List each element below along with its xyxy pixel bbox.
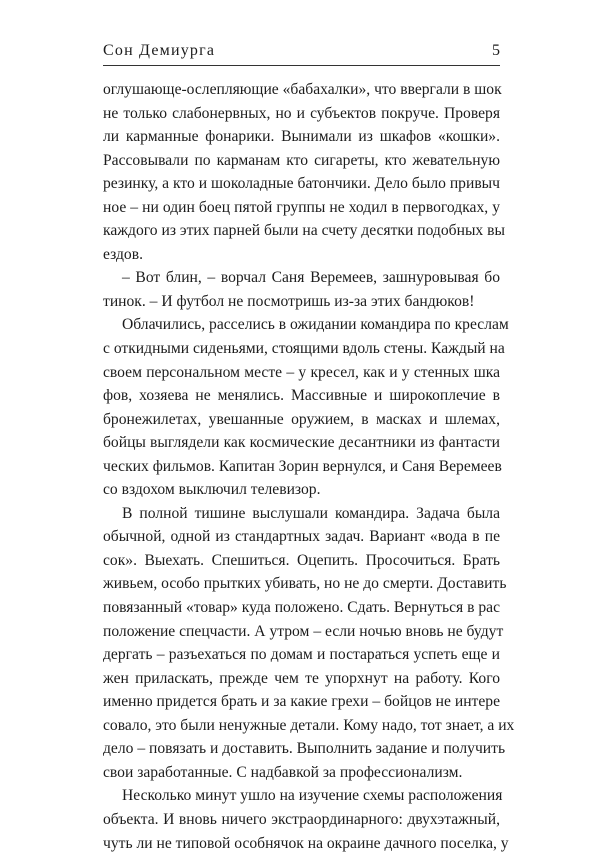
- text-line: ли карманные фонарики. Вынимали из шкафов «кошки».: [103, 125, 500, 149]
- text-line: ное – ни один боец пятой группы не ходил в первогодках, у: [103, 196, 500, 220]
- text-line: ческих фильмов. Капитан Зорин вернулся, и Саня Веремеев: [103, 455, 500, 479]
- text-line: фов, хозяева не менялись. Массивные и широкоплечие в: [103, 384, 500, 408]
- text-line: повязанный «товар» куда положено. Сдать. Вернуться в рас: [103, 596, 500, 620]
- text-line: В полной тишине выслушали командира. Задача была: [103, 502, 500, 526]
- text-line: чуть ли не типовой особнячок на окраине дачного поселка, у: [103, 832, 500, 855]
- text-line: сок». Выехать. Спешиться. Оцепить. Просочиться. Брать: [103, 549, 500, 573]
- text-line: тинок. – И футбол не посмотришь из-за этих бандюков!: [103, 290, 500, 314]
- text-line: объекта. И вновь ничего экстраординарного: двухэтажный,: [103, 808, 500, 832]
- text-line: оглушающе-ослепляющие «бабахалки», что ввергали в шок: [103, 78, 500, 102]
- text-line: свои заработанные. С надбавкой за профессионализм.: [103, 761, 500, 785]
- text-line: своем персональном месте – у кресел, как и у стенных шка: [103, 361, 500, 385]
- running-title: Сон Демиурга: [103, 42, 215, 60]
- body-text: [103, 78, 500, 855]
- text-line: со вздохом выключил телевизор.: [103, 478, 500, 502]
- text-line: положение спецчасти. А утром – если ночью вновь не будут: [103, 620, 500, 644]
- page-number: 5: [492, 42, 500, 60]
- text-line: бойцы выглядели как космические десантники из фантасти: [103, 431, 500, 455]
- running-header: [103, 42, 500, 66]
- text-line: совало, это были ненужные детали. Кому надо, тот знает, а их: [103, 714, 500, 738]
- text-line: резинку, а кто и шоколадные батончики. Дело было привыч: [103, 172, 500, 196]
- text-line: дергать – разъехаться по домам и постараться успеть еще и: [103, 643, 500, 667]
- text-line: именно придется брать и за какие грехи – бойцов не интере: [103, 690, 500, 714]
- text-line: ездов.: [103, 243, 500, 267]
- text-line: Несколько минут ушло на изучение схемы расположения: [103, 784, 500, 808]
- text-line: бронежилетах, увешанные оружием, в масках и шлемах,: [103, 408, 500, 432]
- text-line: с откидными сиденьями, стоящими вдоль стены. Каждый на: [103, 337, 500, 361]
- text-line: дело – повязать и доставить. Выполнить задание и получить: [103, 737, 500, 761]
- text-line: Облачились, расселись в ожидании командира по креслам: [103, 313, 500, 337]
- text-line: каждого из этих парней были на счету десятки подобных вы: [103, 219, 500, 243]
- text-line: – Вот блин, – ворчал Саня Веремеев, зашнуровывая бо: [103, 266, 500, 290]
- text-line: живьем, особо прытких убивать, но не до смерти. Доставить: [103, 572, 500, 596]
- text-line: Рассовывали по карманам кто сигареты, кто жевательную: [103, 149, 500, 173]
- text-line: жен приласкать, прежде чем те упорхнут на работу. Кого: [103, 667, 500, 691]
- text-line: обычной, одной из стандартных задач. Вариант «вода в пе: [103, 525, 500, 549]
- text-line: не только слабонервных, но и субъектов покруче. Проверя: [103, 102, 500, 126]
- header-rule: [103, 65, 500, 66]
